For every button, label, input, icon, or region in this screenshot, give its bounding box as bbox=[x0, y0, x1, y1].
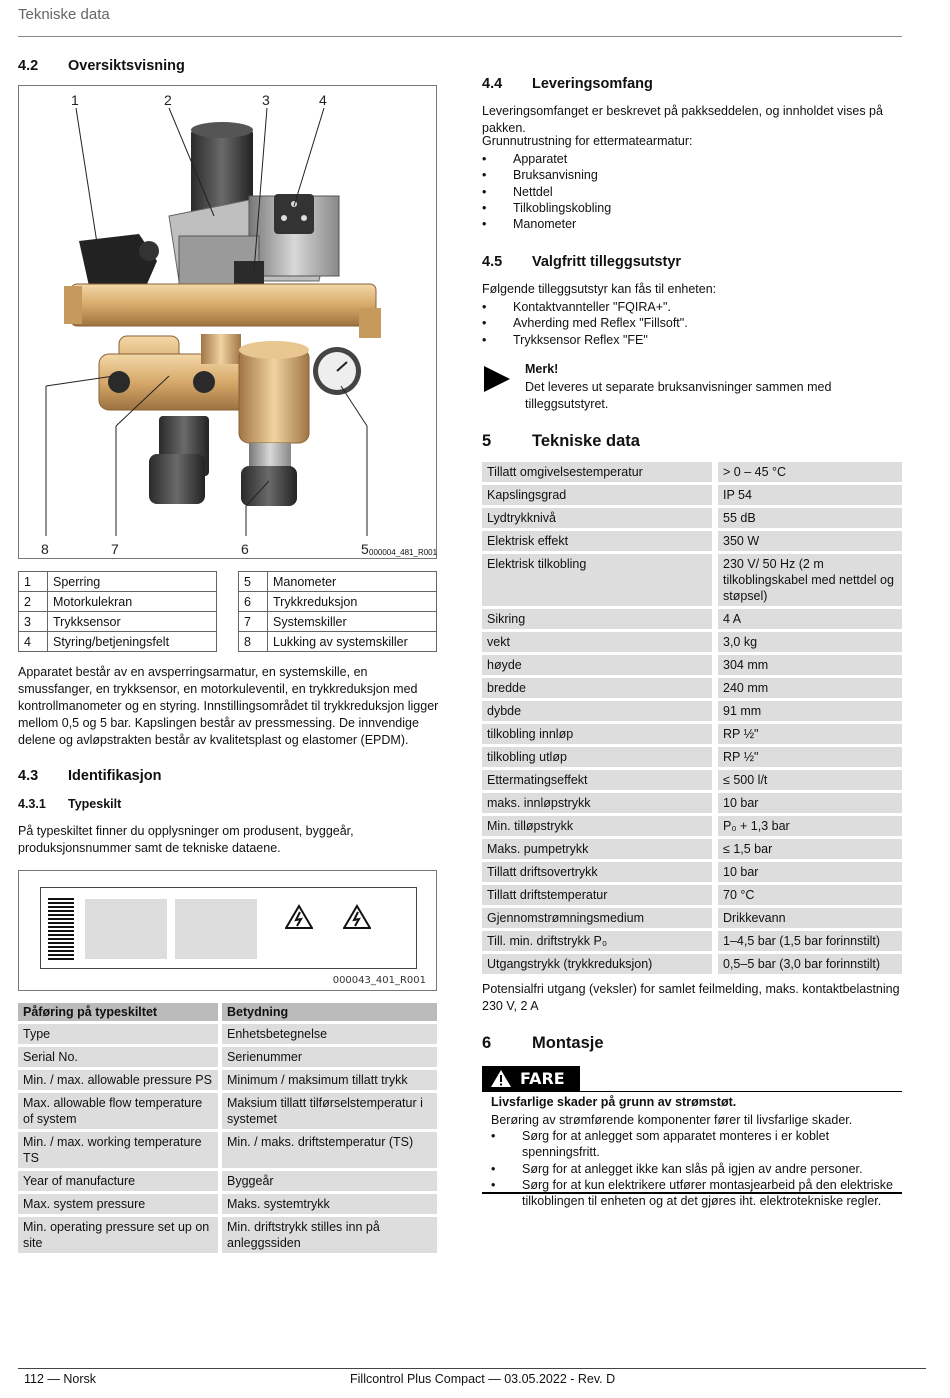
tech-value: 70 °C bbox=[718, 885, 902, 905]
tech-property: Maks. pumpetrykk bbox=[482, 839, 718, 859]
note-text: Det leveres ut separate bruksanvisninger sammen med tilleggsutstyret. bbox=[525, 380, 832, 411]
table-row: Year of manufacture Byggeår bbox=[18, 1171, 437, 1191]
tech-value: 230 V/ 50 Hz (2 m tilkoblingskabel med nettdel og støpsel) bbox=[718, 554, 902, 606]
section-4-2-heading: 4.2 Oversiktsvisning bbox=[18, 58, 185, 74]
danger-text: Berøring av strømførende komponenter fører til livsfarlige skader. bbox=[491, 1113, 853, 1127]
danger-list bbox=[491, 1128, 901, 1209]
legend-row: 3 Trykksensor bbox=[19, 612, 217, 632]
section-4-2-description: Apparatet består av en avsperringsarmatur, en systemskille, en smussfanger, en trykksensor, en motorkuleventil, en trykkreduksjon med kontrollmanometer og en styring. Innstillingsområdet til trykkreduksjon ligger mellom 0,5 og 5 bar. Kapslingen består av pressmessing. De innvendige delene og avløpstrakten består av kvalitetsplast og elastomer (EPDM). bbox=[18, 665, 439, 747]
tech-property: Ettermatingseffekt bbox=[482, 770, 718, 790]
plate-field-box bbox=[85, 899, 167, 959]
table-row bbox=[482, 485, 902, 505]
tech-value: 350 W bbox=[718, 531, 902, 551]
document-title: Fillcontrol Plus Compact — 03.05.2022 - Rev. D bbox=[350, 1372, 616, 1386]
legend-table-left bbox=[18, 571, 217, 652]
danger-badge bbox=[482, 1066, 580, 1091]
tech-value: > 0 – 45 °C bbox=[718, 462, 902, 482]
tech-value: IP 54 bbox=[718, 485, 902, 505]
section-5-heading: 5 Tekniske data bbox=[482, 432, 640, 450]
table-row: Min. operating pressure set up on site Min. driftstrykk stilles inn på anleggssiden bbox=[18, 1217, 437, 1253]
section-4-4-heading: 4.4 Leveringsomfang bbox=[482, 76, 653, 92]
tech-value: 240 mm bbox=[718, 678, 902, 698]
table-row bbox=[482, 793, 902, 813]
section-5-note: Potensialfri utgang (veksler) for samlet feilmelding, maks. kontaktbelastning 230 V, 2 A bbox=[482, 982, 900, 1013]
legend-row: 7 Systemskiller bbox=[239, 612, 437, 632]
tech-value: 10 bar bbox=[718, 862, 902, 882]
type-plate-figure bbox=[18, 870, 437, 991]
section-4-5-heading: 4.5 Valgfritt tilleggsutstyr bbox=[482, 254, 682, 270]
callout-6: 6 bbox=[241, 541, 249, 557]
table-row bbox=[482, 908, 902, 928]
tech-value: 1–4,5 bar (1,5 bar forinnstilt) bbox=[718, 931, 902, 951]
legend-table-right bbox=[238, 571, 437, 652]
table-row: Serial No. Serienummer bbox=[18, 1047, 437, 1067]
tech-value: 304 mm bbox=[718, 655, 902, 675]
table-row bbox=[482, 632, 902, 652]
tech-value: 4 A bbox=[718, 609, 902, 629]
table-row: Min. / max. working temperature TS Min. / maks. driftstemperatur (TS) bbox=[18, 1132, 437, 1168]
list-item: • Trykksensor Reflex "FE" bbox=[482, 332, 902, 348]
table-row bbox=[482, 678, 902, 698]
list-item: • Nettdel bbox=[482, 184, 902, 200]
tech-property: maks. innløpstrykk bbox=[482, 793, 718, 813]
table-row bbox=[482, 701, 902, 721]
callout-1: 1 bbox=[71, 92, 79, 108]
tech-value: P₀ + 1,3 bar bbox=[718, 816, 902, 836]
table-row bbox=[482, 655, 902, 675]
page-number: 112 — Norsk bbox=[24, 1372, 97, 1386]
table-row bbox=[482, 931, 902, 951]
electric-hazard-icon bbox=[343, 904, 371, 930]
list-item: • Kontaktvannteller "FQIRA+". bbox=[482, 299, 902, 315]
list-item: • Manometer bbox=[482, 216, 902, 232]
tech-property: høyde bbox=[482, 655, 718, 675]
callout-4: 4 bbox=[319, 92, 327, 108]
accessory-list bbox=[482, 299, 902, 348]
table-row bbox=[482, 554, 902, 606]
tech-property: Sikring bbox=[482, 609, 718, 629]
callout-5: 5 bbox=[361, 541, 369, 557]
list-item: • Avherding med Reflex "Fillsoft". bbox=[482, 315, 902, 331]
section-4-4-description: Leveringsomfanget er beskrevet på pakkseddelen, og innholdet vises på pakken. bbox=[482, 104, 883, 135]
table-row: Type Enhetsbetegnelse bbox=[18, 1024, 437, 1044]
legend-row: 2 Motorkulekran bbox=[19, 592, 217, 612]
tech-value: 55 dB bbox=[718, 508, 902, 528]
tech-value: 0,5–5 bar (3,0 bar forinnstilt) bbox=[718, 954, 902, 974]
tech-property: Lydtrykknivå bbox=[482, 508, 718, 528]
figure-code: 000004_481_R001 bbox=[369, 548, 438, 557]
table-row bbox=[482, 462, 902, 482]
list-item: • Sørg for at kun elektrikere utfører montasjearbeid på den elektriske tilkoblingen til enheten og at det gjøres iht. elektrotekniske regler. bbox=[491, 1177, 901, 1210]
electric-hazard-icon bbox=[285, 904, 313, 930]
tech-data-table bbox=[482, 459, 902, 977]
callout-7: 7 bbox=[111, 541, 119, 557]
table-row: Min. / max. allowable pressure PS Minimum / maksimum tillatt trykk bbox=[18, 1070, 437, 1090]
danger-divider bbox=[482, 1091, 902, 1092]
tech-value: Drikkevann bbox=[718, 908, 902, 928]
tech-property: Till. min. driftstrykk P₀ bbox=[482, 931, 718, 951]
section-4-5-description: Følgende tilleggsutstyr kan fås til enheten: bbox=[482, 282, 717, 296]
section-4-3-1-description: På typeskiltet finner du opplysninger om produsent, byggeår, produksjonsnummer samt de tekniske dataene. bbox=[18, 824, 354, 855]
table-row bbox=[482, 609, 902, 629]
legend-row: 4 Styring/betjeningsfelt bbox=[19, 632, 217, 652]
tech-property: Tillatt driftstemperatur bbox=[482, 885, 718, 905]
tech-property: Elektrisk effekt bbox=[482, 531, 718, 551]
tech-value: ≤ 500 l/t bbox=[718, 770, 902, 790]
tech-value: RP ½" bbox=[718, 747, 902, 767]
footer-divider bbox=[18, 1368, 926, 1369]
tech-value: ≤ 1,5 bar bbox=[718, 839, 902, 859]
tech-property: tilkobling innløp bbox=[482, 724, 718, 744]
table-row bbox=[482, 747, 902, 767]
tech-property: tilkobling utløp bbox=[482, 747, 718, 767]
table-row bbox=[482, 508, 902, 528]
section-4-3-heading: 4.3 Identifikasjon bbox=[18, 768, 162, 784]
tech-property: Min. tilløpstrykk bbox=[482, 816, 718, 836]
tech-property: bredde bbox=[482, 678, 718, 698]
tech-value: RP ½" bbox=[718, 724, 902, 744]
table-row bbox=[482, 724, 902, 744]
callout-8: 8 bbox=[41, 541, 49, 557]
header-divider bbox=[18, 36, 902, 37]
table-row bbox=[482, 839, 902, 859]
tech-property: Kapslingsgrad bbox=[482, 485, 718, 505]
tech-property: dybde bbox=[482, 701, 718, 721]
list-item: • Sørg for at anlegget som apparatet monteres i er koblet spenningsfritt. bbox=[491, 1128, 901, 1161]
tech-property: Tillatt driftsovertrykk bbox=[482, 862, 718, 882]
tech-value: 91 mm bbox=[718, 701, 902, 721]
danger-title: Livsfarlige skader på grunn av strømstøt. bbox=[491, 1095, 737, 1109]
overview-figure bbox=[18, 85, 437, 559]
legend-row: 8 Lukking av systemskiller bbox=[239, 632, 437, 652]
tech-property: Utgangstrykk (trykkreduksjon) bbox=[482, 954, 718, 974]
list-item: • Sørg for at anlegget ikke kan slås på igjen av andre personer. bbox=[491, 1161, 901, 1177]
barcode-icon bbox=[48, 898, 74, 960]
list-item: • Tilkoblingskobling bbox=[482, 200, 902, 216]
table-row bbox=[482, 862, 902, 882]
note-title: Merk! bbox=[525, 362, 559, 376]
tech-property: Elektrisk tilkobling bbox=[482, 554, 718, 606]
plate-code: 000043_401_R001 bbox=[332, 975, 426, 986]
plate-field-box bbox=[175, 899, 257, 959]
running-header: Tekniske data bbox=[18, 6, 110, 23]
section-4-3-1-heading: 4.3.1 Typeskilt bbox=[18, 797, 122, 811]
tech-property: vekt bbox=[482, 632, 718, 652]
tech-property: Tillatt omgivelsestemperatur bbox=[482, 462, 718, 482]
table-row: Max. allowable flow temperature of system Maksium tillatt tilførselstemperatur i systemet bbox=[18, 1093, 437, 1129]
tech-value: 3,0 kg bbox=[718, 632, 902, 652]
tech-property: Gjennomstrømningsmedium bbox=[482, 908, 718, 928]
legend-row: 5 Manometer bbox=[239, 572, 437, 592]
type-plate-table bbox=[18, 1000, 437, 1256]
warning-icon bbox=[490, 1069, 512, 1088]
legend-row: 1 Sperring bbox=[19, 572, 217, 592]
delivery-list bbox=[482, 151, 902, 232]
note-arrow-icon bbox=[484, 366, 510, 392]
danger-label: FARE bbox=[520, 1069, 565, 1088]
valve-assembly-illustration bbox=[19, 86, 436, 558]
section-6-heading: 6 Montasje bbox=[482, 1034, 604, 1052]
callout-2: 2 bbox=[164, 92, 172, 108]
danger-bottom-rule bbox=[482, 1192, 902, 1194]
type-plate bbox=[40, 887, 417, 969]
list-item: • Apparatet bbox=[482, 151, 902, 167]
legend-row: 6 Trykkreduksjon bbox=[239, 592, 437, 612]
table-row: Max. system pressure Maks. systemtrykk bbox=[18, 1194, 437, 1214]
tech-value: 10 bar bbox=[718, 793, 902, 813]
table-row bbox=[482, 531, 902, 551]
table-header-row: Påføring på typeskiltet Betydning bbox=[18, 1003, 437, 1021]
list-item: • Bruksanvisning bbox=[482, 167, 902, 183]
table-row bbox=[482, 816, 902, 836]
section-4-4-list-intro: Grunnutrustning for ettermatearmatur: bbox=[482, 134, 693, 148]
callout-3: 3 bbox=[262, 92, 270, 108]
table-row bbox=[482, 770, 902, 790]
table-row bbox=[482, 954, 902, 974]
table-row bbox=[482, 885, 902, 905]
